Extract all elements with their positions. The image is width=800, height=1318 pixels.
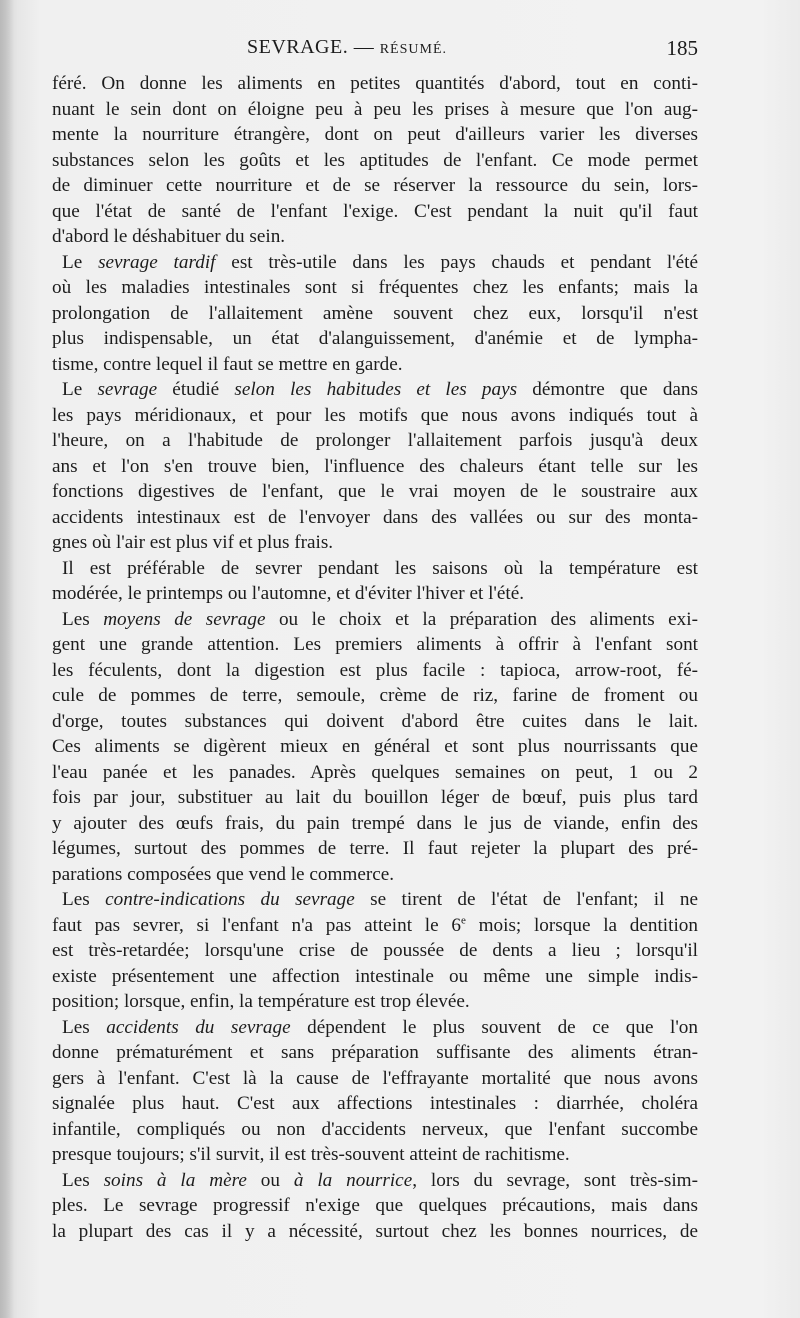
- text-line: [52, 199, 698, 225]
- text-line: [52, 352, 698, 378]
- text-segment: ples. Le sevrage progressif n'exige que quelques précautions, mais dans: [52, 1195, 698, 1216]
- text-segment: Le: [62, 251, 99, 273]
- text-line: [52, 913, 698, 939]
- text-segment: fonctions digestives de l'enfant, que le vrai moyen de le soustraire aux: [52, 481, 698, 502]
- text-segment: faut pas sevrer, si l'enfant n'a pas atteint le 6: [52, 914, 461, 936]
- page-number: 185: [666, 36, 698, 60]
- running-head-title-main: SEVRAGE. —: [246, 36, 375, 58]
- body-text: [52, 71, 698, 1244]
- text-line: [52, 734, 698, 760]
- text-line: [52, 1117, 698, 1143]
- text-segment: gers à l'enfant. C'est là la cause de l'effrayante mortalité que nous avons: [52, 1067, 698, 1089]
- text-segment: position; lorsque, enfin, la température est trop élevée.: [52, 991, 470, 1012]
- text-line: [52, 122, 698, 148]
- text-segment: mente la nourriture étrangère, dont on peut d'ailleurs varier les diverses: [52, 124, 698, 145]
- text-line: [52, 1066, 698, 1092]
- text-segment: substances selon les goûts et les aptitudes de l'enfant. Ce mode permet: [52, 149, 698, 171]
- text-segment: se tirent de l'état de l'enfant; il ne: [354, 889, 698, 910]
- text-segment: ou le choix et la préparation des aliments exi-: [265, 608, 698, 630]
- italic-term: contre-indications du sevrage: [105, 889, 355, 910]
- text-segment: les féculents, dont la digestion est plus facile : tapioca, arrow-root, fé-: [52, 659, 698, 681]
- text-segment: où les maladies intestinales sont si fréquentes chez les enfants; mais la: [52, 277, 698, 298]
- text-segment: Les: [62, 889, 106, 910]
- text-segment: modérée, le printemps ou l'automne, et d'éviter l'hiver et l'été.: [52, 583, 525, 604]
- text-segment: fois par jour, substituer au lait du bouillon léger de bœuf, puis plus tard: [52, 787, 698, 808]
- text-line: [52, 862, 698, 888]
- text-segment: Les: [62, 608, 104, 630]
- text-segment: ans et l'on s'en trouve bien, l'influence des chaleurs étant telle sur les: [52, 455, 698, 477]
- italic-term: selon les habitudes et les pays: [234, 379, 518, 400]
- text-segment: d'abord le déshabituer du sein.: [52, 226, 286, 247]
- text-line: [52, 173, 698, 199]
- text-segment: est très-retardée; lorsqu'une crise de poussée de dents a lieu ; lorsqu'il: [52, 940, 698, 961]
- text-line: [52, 148, 698, 174]
- text-segment: Ces aliments se digèrent mieux en général et sont plus nourrissants que: [52, 736, 698, 757]
- text-segment: presque toujours; s'il survit, il est très-souvent atteint de rachitisme.: [52, 1144, 570, 1165]
- text-segment: démontre que dans: [517, 379, 698, 400]
- text-line: [52, 785, 698, 811]
- text-line: [52, 250, 698, 276]
- text-segment: tisme, contre lequel il faut se mettre en garde.: [52, 353, 403, 375]
- running-head: [52, 36, 698, 66]
- text-segment: Le: [62, 379, 98, 400]
- italic-term: sevrage: [97, 379, 158, 400]
- text-line: [52, 1091, 698, 1117]
- text-line: [52, 71, 698, 97]
- text-line: [52, 275, 698, 301]
- text-line: [52, 97, 698, 123]
- text-segment: l'eau panée et les panades. Après quelques semaines on peut, 1 ou 2: [52, 761, 698, 783]
- text-segment: féré. On donne les aliments en petites quantités d'abord, tout en conti-: [52, 73, 698, 94]
- text-line: [52, 760, 698, 786]
- text-segment: la plupart des cas il y a nécessité, surtout chez les bonnes nourrices, de: [52, 1220, 698, 1242]
- text-segment: ou: [246, 1169, 294, 1191]
- text-line: [52, 1142, 698, 1168]
- text-line: [52, 836, 698, 862]
- text-segment: que l'état de santé de l'enfant l'exige. C'est pendant la nuit qu'il faut: [52, 200, 698, 222]
- text-line: [52, 1040, 698, 1066]
- text-line: [52, 1219, 698, 1245]
- text-segment: prolongation de l'allaitement amène souvent chez eux, lorsqu'il n'est: [52, 302, 698, 324]
- text-line: [52, 556, 698, 582]
- text-segment: de diminuer cette nourriture et de se réserver la ressource du sein, lors-: [52, 175, 698, 196]
- text-line: [52, 1168, 698, 1194]
- running-head-subtitle: RÉSUMÉ.: [379, 42, 448, 57]
- gutter-shadow: [0, 0, 14, 1318]
- text-line: [52, 989, 698, 1015]
- text-segment: Les: [62, 1016, 107, 1038]
- text-line: [52, 301, 698, 327]
- text-line: [52, 964, 698, 990]
- text-line: [52, 607, 698, 633]
- text-segment: l'heure, on a l'habitude de prolonger l'allaitement parfois jusqu'à deux: [52, 430, 698, 451]
- text-line: [52, 811, 698, 837]
- text-line: [52, 530, 698, 556]
- italic-term: sevrage tardif: [98, 251, 216, 273]
- text-line: [52, 887, 698, 913]
- text-segment: Les: [62, 1169, 104, 1191]
- italic-term: soins à la mère: [103, 1169, 247, 1191]
- text-line: [52, 326, 698, 352]
- text-segment: gnes où l'air est plus vif et plus frais.: [52, 532, 334, 553]
- text-segment: nuant le sein dont on éloigne peu à peu les prises à mesure que l'on aug-: [52, 98, 698, 120]
- text-line: [52, 683, 698, 709]
- italic-term: accidents du sevrage: [106, 1016, 291, 1038]
- text-line: [52, 658, 698, 684]
- text-segment: infantile, compliqués ou non d'accidents nerveux, que l'enfant succombe: [52, 1118, 698, 1140]
- text-line: [52, 709, 698, 735]
- text-line: [52, 454, 698, 480]
- text-segment: étudié: [157, 379, 235, 400]
- text-segment: donne prématurément et sans préparation suffisante des aliments étran-: [52, 1042, 698, 1063]
- text-segment: mois; lorsque la dentition: [465, 914, 698, 936]
- text-line: [52, 403, 698, 429]
- text-segment: cule de pommes de terre, semoule, crème de riz, farine de froment ou: [52, 685, 698, 706]
- text-segment: d'orge, toutes substances qui doivent d'abord être cuites dans le lait.: [52, 710, 698, 732]
- text-line: [52, 938, 698, 964]
- text-line: [52, 632, 698, 658]
- text-line: [52, 428, 698, 454]
- text-segment: , lors du sevrage, sont très-sim-: [412, 1169, 698, 1191]
- text-segment: les pays méridionaux, et pour les motifs que nous avons indiqués tout à: [52, 404, 698, 426]
- text-line: [52, 377, 698, 403]
- text-line: [52, 1193, 698, 1219]
- text-segment: gent une grande attention. Les premiers aliments à offrir à l'enfant sont: [52, 634, 698, 655]
- text-line: [52, 581, 698, 607]
- italic-term: à la nourrice: [293, 1169, 413, 1191]
- text-segment: légumes, surtout des pommes de terre. Il faut rejeter la plupart des pré-: [52, 838, 698, 859]
- text-line: [52, 505, 698, 531]
- text-segment: y ajouter des œufs frais, du pain trempé dans le jus de viande, enfin des: [52, 812, 698, 834]
- text-segment: est très-utile dans les pays chauds et pendant l'été: [215, 251, 698, 273]
- text-segment: plus indispensable, un état d'alanguissement, d'anémie et de lympha-: [52, 328, 698, 349]
- running-head-title: [24, 36, 670, 59]
- text-segment: parations composées que vend le commerce.: [52, 863, 395, 885]
- text-line: [52, 479, 698, 505]
- superscript: e: [460, 914, 466, 927]
- text-segment: Il est préférable de sevrer pendant les saisons où la température est: [62, 557, 698, 579]
- italic-term: moyens de sevrage: [103, 608, 266, 630]
- text-line: [52, 224, 698, 250]
- text-segment: existe présentement une affection intestinale ou même une simple indis-: [52, 965, 698, 987]
- text-segment: signalée plus haut. C'est aux affections intestinales : diarrhée, choléra: [52, 1093, 698, 1114]
- text-segment: accidents intestinaux est de l'envoyer dans des vallées ou sur des monta-: [52, 506, 698, 528]
- text-segment: dépendent le plus souvent de ce que l'on: [290, 1016, 698, 1038]
- text-line: [52, 1015, 698, 1041]
